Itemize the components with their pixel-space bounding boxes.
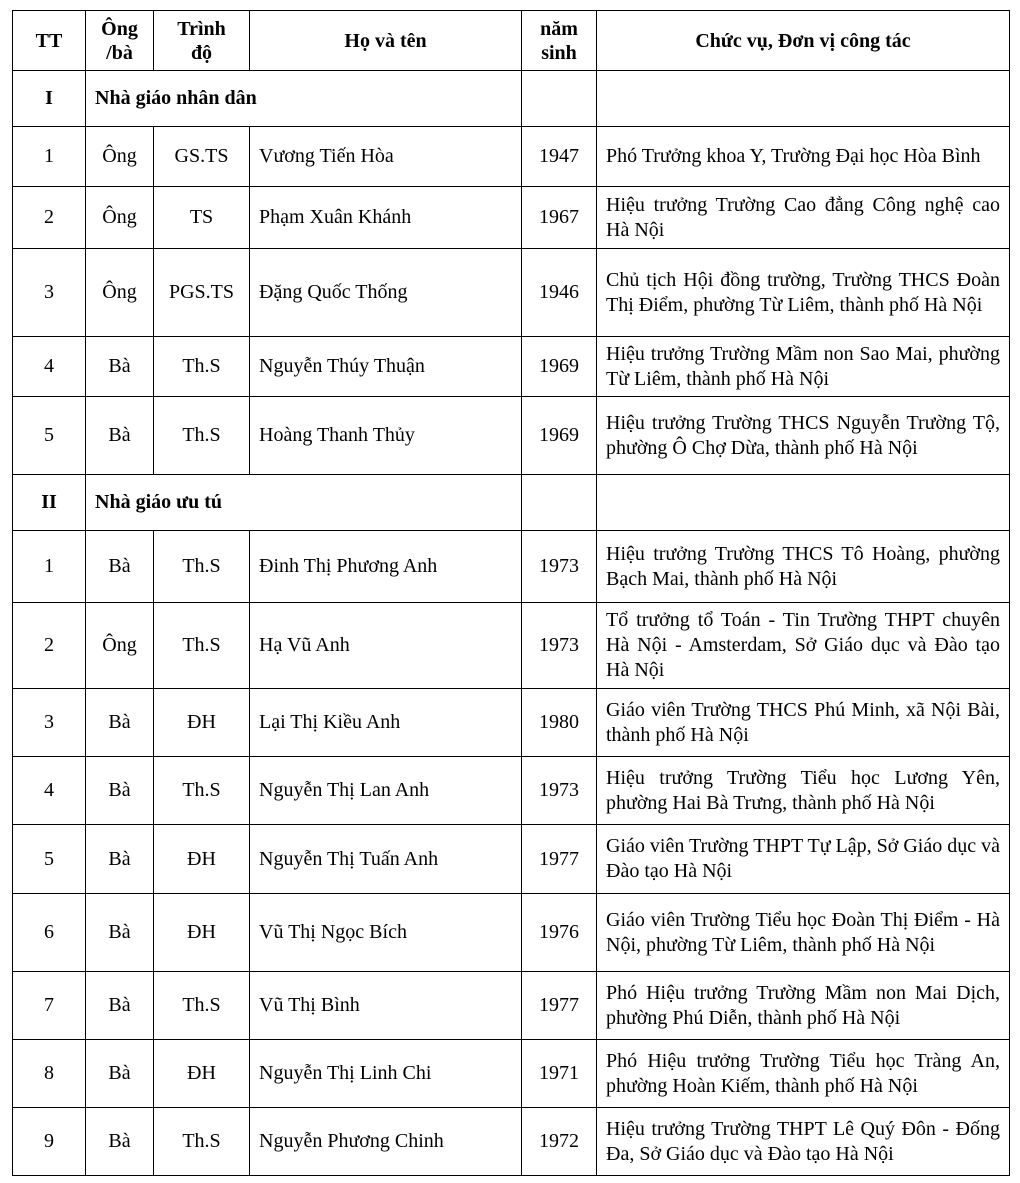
table-row [13,187,1010,249]
position-cell: Phó Hiệu trưởng Trường Tiểu học Tràng An, phường Hoàn Kiếm, thành phố Hà Nội [597,1040,1010,1108]
table-row [13,1040,1010,1108]
gender-cell: Bà [86,894,154,972]
tt-cell: 2 [13,187,86,249]
table-row [13,603,1010,689]
position-cell: Hiệu trưởng Trường THPT Lê Quý Đôn - Đống Đa, Sở Giáo dục và Đào tạo Hà Nội [597,1108,1010,1176]
position-cell: Phó Hiệu trưởng Trường Mầm non Mai Dịch, phường Phú Diễn, thành phố Hà Nội [597,972,1010,1040]
tt-cell: 4 [13,757,86,825]
gender-cell: Ông [86,187,154,249]
tt-cell: 7 [13,972,86,1040]
year-cell: 1977 [522,825,597,894]
tt-cell: 4 [13,337,86,397]
tt-cell: 9 [13,1108,86,1176]
year-cell: 1976 [522,894,597,972]
name-cell: Nguyễn Thị Linh Chi [250,1040,522,1108]
position-cell: Hiệu trưởng Trường THCS Nguyễn Trường Tộ, phường Ô Chợ Dừa, thành phố Hà Nội [597,397,1010,475]
position-cell: Phó Trưởng khoa Y, Trường Đại học Hòa Bình [597,127,1010,187]
position-cell: Hiệu trưởng Trường Mầm non Sao Mai, phường Từ Liêm, thành phố Hà Nội [597,337,1010,397]
year-cell: 1969 [522,337,597,397]
year-cell: 1980 [522,689,597,757]
table-row [13,127,1010,187]
table-row [13,397,1010,475]
section-title: Nhà giáo nhân dân [86,71,522,127]
table-row [13,337,1010,397]
position-cell: Giáo viên Trường Tiểu học Đoàn Thị Điểm - Hà Nội, phường Từ Liêm, thành phố Hà Nội [597,894,1010,972]
level-cell: Th.S [154,603,250,689]
position-cell: Hiệu trưởng Trường Cao đẳng Công nghệ cao Hà Nội [597,187,1010,249]
level-cell: PGS.TS [154,249,250,337]
gender-cell: Ông [86,603,154,689]
tt-cell: 1 [13,531,86,603]
gender-cell: Bà [86,1108,154,1176]
gender-cell: Bà [86,531,154,603]
table-row [13,689,1010,757]
section-number: I [13,71,86,127]
tt-cell: 3 [13,689,86,757]
name-cell: Vũ Thị Bình [250,972,522,1040]
year-cell: 1977 [522,972,597,1040]
section-row [13,71,1010,127]
year-cell: 1947 [522,127,597,187]
gender-cell: Bà [86,757,154,825]
section-row [13,475,1010,531]
year-cell: 1971 [522,1040,597,1108]
name-cell: Nguyễn Thị Tuấn Anh [250,825,522,894]
level-cell: Th.S [154,531,250,603]
name-cell: Vương Tiến Hòa [250,127,522,187]
header-name: Họ và tên [250,11,522,71]
level-cell: ĐH [154,894,250,972]
year-cell: 1946 [522,249,597,337]
gender-cell: Bà [86,337,154,397]
section-empty-cell [597,475,1010,531]
gender-cell: Bà [86,972,154,1040]
level-cell: GS.TS [154,127,250,187]
tt-cell: 2 [13,603,86,689]
level-cell: Th.S [154,337,250,397]
section-empty-cell [522,71,597,127]
year-cell: 1973 [522,603,597,689]
year-cell: 1969 [522,397,597,475]
level-cell: Th.S [154,397,250,475]
table-row [13,757,1010,825]
table-row [13,972,1010,1040]
position-cell: Chủ tịch Hội đồng trường, Trường THCS Đoàn Thị Điểm, phường Từ Liêm, thành phố Hà Nội [597,249,1010,337]
level-cell: Th.S [154,757,250,825]
table-row [13,531,1010,603]
section-title: Nhà giáo ưu tú [86,475,522,531]
section-empty-cell [597,71,1010,127]
tt-cell: 3 [13,249,86,337]
year-cell: 1967 [522,187,597,249]
name-cell: Hoàng Thanh Thủy [250,397,522,475]
tt-cell: 6 [13,894,86,972]
name-cell: Lại Thị Kiều Anh [250,689,522,757]
position-cell: Hiệu trưởng Trường Tiểu học Lương Yên, phường Hai Bà Trưng, thành phố Hà Nội [597,757,1010,825]
name-cell: Nguyễn Thúy Thuận [250,337,522,397]
header-tt: TT [13,11,86,71]
gender-cell: Bà [86,1040,154,1108]
gender-cell: Bà [86,825,154,894]
year-cell: 1972 [522,1108,597,1176]
position-cell: Giáo viên Trường THCS Phú Minh, xã Nội Bài, thành phố Hà Nội [597,689,1010,757]
table-row [13,1108,1010,1176]
gender-cell: Ông [86,249,154,337]
name-cell: Nguyễn Thị Lan Anh [250,757,522,825]
name-cell: Đặng Quốc Thống [250,249,522,337]
gender-cell: Bà [86,689,154,757]
section-empty-cell [522,475,597,531]
header-year: năm sinh [522,11,597,71]
position-cell: Hiệu trưởng Trường THCS Tô Hoàng, phường Bạch Mai, thành phố Hà Nội [597,531,1010,603]
level-cell: ĐH [154,825,250,894]
tt-cell: 5 [13,397,86,475]
gender-cell: Ông [86,127,154,187]
level-cell: ĐH [154,1040,250,1108]
level-cell: Th.S [154,1108,250,1176]
teachers-table [12,10,1010,1176]
header-position: Chức vụ, Đơn vị công tác [597,11,1010,71]
header-gender: Ông /bà [86,11,154,71]
name-cell: Hạ Vũ Anh [250,603,522,689]
table-row [13,249,1010,337]
table-row [13,894,1010,972]
name-cell: Nguyễn Phương Chinh [250,1108,522,1176]
gender-cell: Bà [86,397,154,475]
position-cell: Giáo viên Trường THPT Tự Lập, Sở Giáo dục và Đào tạo Hà Nội [597,825,1010,894]
name-cell: Đinh Thị Phương Anh [250,531,522,603]
tt-cell: 5 [13,825,86,894]
table-row [13,825,1010,894]
name-cell: Vũ Thị Ngọc Bích [250,894,522,972]
year-cell: 1973 [522,531,597,603]
level-cell: TS [154,187,250,249]
table-body [13,71,1010,1176]
level-cell: ĐH [154,689,250,757]
level-cell: Th.S [154,972,250,1040]
header-row [13,11,1010,71]
year-cell: 1973 [522,757,597,825]
header-level: Trình độ [154,11,250,71]
section-number: II [13,475,86,531]
name-cell: Phạm Xuân Khánh [250,187,522,249]
tt-cell: 1 [13,127,86,187]
tt-cell: 8 [13,1040,86,1108]
position-cell: Tổ trưởng tổ Toán - Tin Trường THPT chuyên Hà Nội - Amsterdam, Sở Giáo dục và Đào tạo Hà Nội [597,603,1010,689]
